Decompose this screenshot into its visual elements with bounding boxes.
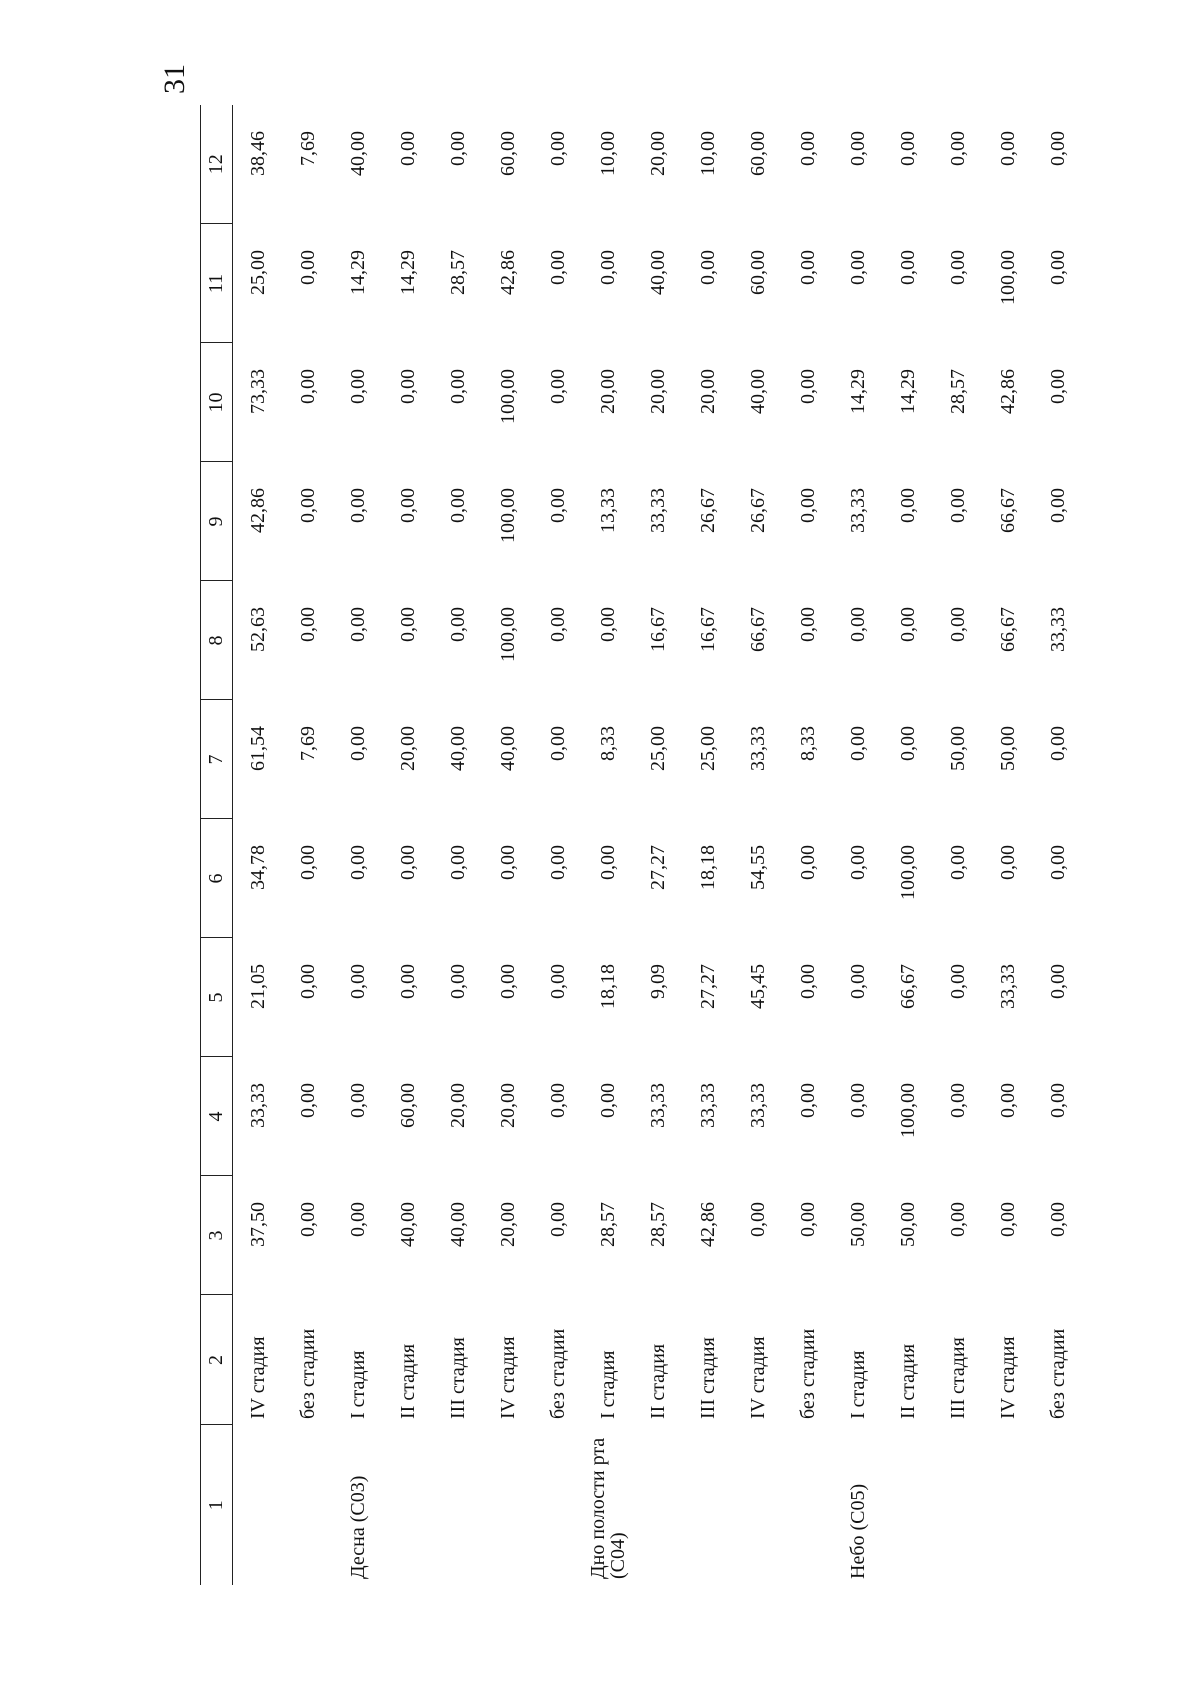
value-cell: 26,67 bbox=[696, 488, 719, 533]
value-cell: 60,00 bbox=[746, 131, 769, 176]
value-cell: 66,67 bbox=[746, 607, 769, 652]
organ-cell bbox=[783, 1425, 833, 1585]
value-cell: 0,00 bbox=[546, 964, 569, 999]
stage-cell: I стадия bbox=[596, 1350, 619, 1419]
column-header-9: 9 bbox=[201, 462, 233, 581]
value-cell: 0,00 bbox=[546, 1202, 569, 1237]
value-cell: 0,00 bbox=[996, 1202, 1019, 1237]
value-cell: 0,00 bbox=[796, 488, 819, 523]
value-cell: 0,00 bbox=[546, 1083, 569, 1118]
value-cell: 0,00 bbox=[846, 250, 869, 285]
value-cell: 9,09 bbox=[646, 964, 669, 999]
value-cell: 0,00 bbox=[346, 1083, 369, 1118]
value-cell: 52,63 bbox=[246, 607, 269, 652]
stage-cell: I стадия bbox=[346, 1350, 369, 1419]
value-cell: 100,00 bbox=[496, 369, 519, 424]
value-cell: 0,00 bbox=[946, 1083, 969, 1118]
value-cell: 0,00 bbox=[746, 1202, 769, 1237]
value-cell: 0,00 bbox=[796, 964, 819, 999]
organ-cell bbox=[933, 1425, 983, 1585]
value-cell: 18,18 bbox=[596, 964, 619, 1009]
value-cell: 33,33 bbox=[646, 488, 669, 533]
data-table bbox=[200, 105, 1083, 1585]
value-cell: 0,00 bbox=[296, 845, 319, 880]
value-cell: 0,00 bbox=[896, 607, 919, 642]
value-cell: 0,00 bbox=[446, 488, 469, 523]
organ-cell bbox=[983, 1425, 1033, 1585]
value-cell: 0,00 bbox=[446, 369, 469, 404]
value-cell: 50,00 bbox=[846, 1202, 869, 1247]
organ-cell: Десна (С03) bbox=[347, 1475, 369, 1579]
value-cell: 40,00 bbox=[746, 369, 769, 414]
value-cell: 33,33 bbox=[696, 1083, 719, 1128]
page-number: 31 bbox=[158, 64, 191, 94]
value-cell: 60,00 bbox=[746, 250, 769, 295]
organ-cell bbox=[883, 1425, 933, 1585]
value-cell: 28,57 bbox=[596, 1202, 619, 1247]
column-header-12: 12 bbox=[201, 105, 233, 224]
value-cell: 42,86 bbox=[696, 1202, 719, 1247]
table-row bbox=[283, 105, 333, 1585]
value-cell: 38,46 bbox=[246, 131, 269, 176]
column-header-4: 4 bbox=[201, 1057, 233, 1176]
stage-cell: III стадия bbox=[696, 1337, 719, 1419]
value-cell: 0,00 bbox=[346, 369, 369, 404]
value-cell: 0,00 bbox=[1046, 369, 1069, 404]
table-row bbox=[483, 105, 533, 1585]
value-cell: 40,00 bbox=[346, 131, 369, 176]
stage-cell: без стадии bbox=[1046, 1328, 1069, 1419]
value-cell: 100,00 bbox=[896, 845, 919, 900]
value-cell: 0,00 bbox=[1046, 1083, 1069, 1118]
organ-cell bbox=[483, 1425, 533, 1585]
column-header-11: 11 bbox=[201, 224, 233, 343]
table-row bbox=[333, 105, 383, 1585]
value-cell: 0,00 bbox=[396, 607, 419, 642]
value-cell: 33,33 bbox=[746, 1083, 769, 1128]
value-cell: 0,00 bbox=[346, 964, 369, 999]
value-cell: 27,27 bbox=[696, 964, 719, 1009]
stage-cell: II стадия bbox=[396, 1343, 419, 1419]
value-cell: 0,00 bbox=[296, 1202, 319, 1237]
value-cell: 0,00 bbox=[396, 369, 419, 404]
value-cell: 0,00 bbox=[446, 845, 469, 880]
value-cell: 66,67 bbox=[896, 964, 919, 1009]
value-cell: 0,00 bbox=[496, 845, 519, 880]
value-cell: 0,00 bbox=[946, 607, 969, 642]
value-cell: 25,00 bbox=[696, 726, 719, 771]
organ-cell bbox=[733, 1425, 783, 1585]
value-cell: 26,67 bbox=[746, 488, 769, 533]
rotated-table-container bbox=[200, 105, 1069, 1585]
value-cell: 0,00 bbox=[496, 964, 519, 999]
value-cell: 0,00 bbox=[1046, 964, 1069, 999]
value-cell: 10,00 bbox=[596, 131, 619, 176]
column-header-10: 10 bbox=[201, 343, 233, 462]
value-cell: 20,00 bbox=[646, 369, 669, 414]
table-row bbox=[633, 105, 683, 1585]
value-cell: 0,00 bbox=[446, 607, 469, 642]
value-cell: 50,00 bbox=[996, 726, 1019, 771]
value-cell: 0,00 bbox=[446, 131, 469, 166]
value-cell: 0,00 bbox=[346, 845, 369, 880]
value-cell: 60,00 bbox=[396, 1083, 419, 1128]
value-cell: 0,00 bbox=[946, 488, 969, 523]
table-row bbox=[683, 105, 733, 1585]
value-cell: 0,00 bbox=[296, 488, 319, 523]
value-cell: 0,00 bbox=[946, 131, 969, 166]
value-cell: 0,00 bbox=[1046, 131, 1069, 166]
table-row bbox=[383, 105, 433, 1585]
value-cell: 0,00 bbox=[546, 250, 569, 285]
value-cell: 40,00 bbox=[496, 726, 519, 771]
value-cell: 0,00 bbox=[946, 250, 969, 285]
table-row bbox=[533, 105, 583, 1585]
value-cell: 8,33 bbox=[796, 726, 819, 761]
value-cell: 0,00 bbox=[946, 845, 969, 880]
value-cell: 0,00 bbox=[996, 131, 1019, 166]
organ-cell bbox=[383, 1425, 433, 1585]
stage-cell: III стадия bbox=[446, 1337, 469, 1419]
value-cell: 0,00 bbox=[796, 369, 819, 404]
value-cell: 28,57 bbox=[446, 250, 469, 295]
value-cell: 18,18 bbox=[696, 845, 719, 890]
organ-cell bbox=[283, 1425, 333, 1585]
value-cell: 7,69 bbox=[296, 131, 319, 166]
value-cell: 0,00 bbox=[946, 964, 969, 999]
table-row bbox=[233, 105, 284, 1585]
value-cell: 40,00 bbox=[446, 726, 469, 771]
value-cell: 20,00 bbox=[596, 369, 619, 414]
value-cell: 0,00 bbox=[896, 131, 919, 166]
organ-cell: Небо (С05) bbox=[847, 1483, 869, 1579]
table-row bbox=[883, 105, 933, 1585]
value-cell: 7,69 bbox=[296, 726, 319, 761]
column-header-7: 7 bbox=[201, 700, 233, 819]
value-cell: 0,00 bbox=[546, 369, 569, 404]
value-cell: 40,00 bbox=[646, 250, 669, 295]
organ-cell bbox=[433, 1425, 483, 1585]
value-cell: 0,00 bbox=[546, 488, 569, 523]
table-row bbox=[933, 105, 983, 1585]
value-cell: 0,00 bbox=[346, 726, 369, 761]
value-cell: 0,00 bbox=[846, 1083, 869, 1118]
value-cell: 0,00 bbox=[596, 250, 619, 285]
value-cell: 0,00 bbox=[596, 845, 619, 880]
value-cell: 37,50 bbox=[246, 1202, 269, 1247]
value-cell: 0,00 bbox=[946, 1202, 969, 1237]
value-cell: 0,00 bbox=[696, 250, 719, 285]
value-cell: 0,00 bbox=[346, 1202, 369, 1237]
value-cell: 0,00 bbox=[1046, 1202, 1069, 1237]
value-cell: 20,00 bbox=[396, 726, 419, 771]
column-header-8: 8 bbox=[201, 581, 233, 700]
value-cell: 0,00 bbox=[1046, 250, 1069, 285]
value-cell: 0,00 bbox=[996, 1083, 1019, 1118]
value-cell: 0,00 bbox=[346, 607, 369, 642]
value-cell: 0,00 bbox=[846, 131, 869, 166]
value-cell: 33,33 bbox=[246, 1083, 269, 1128]
table-row bbox=[833, 105, 883, 1585]
table-row bbox=[733, 105, 783, 1585]
value-cell: 0,00 bbox=[546, 131, 569, 166]
value-cell: 100,00 bbox=[996, 250, 1019, 305]
value-cell: 13,33 bbox=[596, 488, 619, 533]
value-cell: 14,29 bbox=[896, 369, 919, 414]
value-cell: 60,00 bbox=[496, 131, 519, 176]
value-cell: 0,00 bbox=[346, 488, 369, 523]
value-cell: 0,00 bbox=[546, 845, 569, 880]
value-cell: 73,33 bbox=[246, 369, 269, 414]
value-cell: 100,00 bbox=[496, 607, 519, 662]
value-cell: 0,00 bbox=[796, 845, 819, 880]
value-cell: 54,55 bbox=[746, 845, 769, 890]
value-cell: 40,00 bbox=[396, 1202, 419, 1247]
table-header-row bbox=[201, 105, 233, 1585]
value-cell: 0,00 bbox=[1046, 488, 1069, 523]
value-cell: 0,00 bbox=[296, 964, 319, 999]
value-cell: 42,86 bbox=[496, 250, 519, 295]
value-cell: 33,33 bbox=[846, 488, 869, 533]
value-cell: 14,29 bbox=[346, 250, 369, 295]
value-cell: 66,67 bbox=[996, 607, 1019, 652]
stage-cell: IV стадия bbox=[246, 1336, 269, 1419]
value-cell: 0,00 bbox=[296, 1083, 319, 1118]
value-cell: 33,33 bbox=[746, 726, 769, 771]
value-cell: 100,00 bbox=[496, 488, 519, 543]
value-cell: 20,00 bbox=[496, 1202, 519, 1247]
value-cell: 10,00 bbox=[696, 131, 719, 176]
value-cell: 0,00 bbox=[796, 607, 819, 642]
value-cell: 0,00 bbox=[1046, 726, 1069, 761]
value-cell: 0,00 bbox=[896, 488, 919, 523]
value-cell: 0,00 bbox=[596, 607, 619, 642]
stage-cell: без стадии bbox=[546, 1328, 569, 1419]
value-cell: 0,00 bbox=[846, 607, 869, 642]
value-cell: 0,00 bbox=[296, 250, 319, 285]
column-header-3: 3 bbox=[201, 1176, 233, 1295]
value-cell: 14,29 bbox=[846, 369, 869, 414]
value-cell: 20,00 bbox=[496, 1083, 519, 1128]
value-cell: 25,00 bbox=[646, 726, 669, 771]
column-header-5: 5 bbox=[201, 938, 233, 1057]
table-row bbox=[1033, 105, 1083, 1585]
value-cell: 42,86 bbox=[996, 369, 1019, 414]
table-body bbox=[233, 105, 1084, 1585]
value-cell: 42,86 bbox=[246, 488, 269, 533]
value-cell: 16,67 bbox=[696, 607, 719, 652]
value-cell: 0,00 bbox=[296, 369, 319, 404]
table-row bbox=[983, 105, 1033, 1585]
value-cell: 50,00 bbox=[946, 726, 969, 771]
value-cell: 0,00 bbox=[846, 726, 869, 761]
value-cell: 0,00 bbox=[896, 726, 919, 761]
value-cell: 0,00 bbox=[796, 1202, 819, 1237]
value-cell: 20,00 bbox=[446, 1083, 469, 1128]
value-cell: 0,00 bbox=[546, 726, 569, 761]
stage-cell: без стадии bbox=[296, 1328, 319, 1419]
value-cell: 33,33 bbox=[646, 1083, 669, 1128]
value-cell: 14,29 bbox=[396, 250, 419, 295]
organ-cell: Дно полости рта (С04) bbox=[587, 1437, 629, 1579]
column-header-1: 1 bbox=[201, 1425, 233, 1585]
value-cell: 61,54 bbox=[246, 726, 269, 771]
stage-cell: IV стадия bbox=[996, 1336, 1019, 1419]
stage-cell: II стадия bbox=[896, 1343, 919, 1419]
value-cell: 45,45 bbox=[746, 964, 769, 1009]
stage-cell: III стадия bbox=[946, 1337, 969, 1419]
value-cell: 33,33 bbox=[1046, 607, 1069, 652]
stage-cell: без стадии bbox=[796, 1328, 819, 1419]
value-cell: 0,00 bbox=[396, 964, 419, 999]
organ-cell bbox=[533, 1425, 583, 1585]
value-cell: 0,00 bbox=[396, 845, 419, 880]
value-cell: 28,57 bbox=[946, 369, 969, 414]
value-cell: 40,00 bbox=[446, 1202, 469, 1247]
value-cell: 28,57 bbox=[646, 1202, 669, 1247]
value-cell: 0,00 bbox=[796, 250, 819, 285]
organ-cell bbox=[683, 1425, 733, 1585]
value-cell: 0,00 bbox=[396, 131, 419, 166]
organ-cell bbox=[1033, 1425, 1083, 1585]
value-cell: 0,00 bbox=[596, 1083, 619, 1118]
table-row bbox=[433, 105, 483, 1585]
value-cell: 27,27 bbox=[646, 845, 669, 890]
value-cell: 66,67 bbox=[996, 488, 1019, 533]
column-header-2: 2 bbox=[201, 1295, 233, 1425]
value-cell: 0,00 bbox=[896, 250, 919, 285]
value-cell: 33,33 bbox=[996, 964, 1019, 1009]
value-cell: 0,00 bbox=[846, 845, 869, 880]
value-cell: 100,00 bbox=[896, 1083, 919, 1138]
value-cell: 0,00 bbox=[996, 845, 1019, 880]
value-cell: 20,00 bbox=[696, 369, 719, 414]
column-header-6: 6 bbox=[201, 819, 233, 938]
value-cell: 34,78 bbox=[246, 845, 269, 890]
stage-cell: IV стадия bbox=[746, 1336, 769, 1419]
value-cell: 0,00 bbox=[446, 964, 469, 999]
table-row bbox=[783, 105, 833, 1585]
value-cell: 0,00 bbox=[1046, 845, 1069, 880]
value-cell: 0,00 bbox=[796, 131, 819, 166]
organ-cell bbox=[233, 1425, 284, 1585]
stage-cell: II стадия bbox=[646, 1343, 669, 1419]
stage-cell: I стадия bbox=[846, 1350, 869, 1419]
value-cell: 0,00 bbox=[296, 607, 319, 642]
value-cell: 50,00 bbox=[896, 1202, 919, 1247]
value-cell: 16,67 bbox=[646, 607, 669, 652]
organ-cell bbox=[633, 1425, 683, 1585]
stage-cell: IV стадия bbox=[496, 1336, 519, 1419]
table-row bbox=[583, 105, 633, 1585]
value-cell: 21,05 bbox=[246, 964, 269, 1009]
value-cell: 8,33 bbox=[596, 726, 619, 761]
value-cell: 0,00 bbox=[396, 488, 419, 523]
value-cell: 0,00 bbox=[796, 1083, 819, 1118]
value-cell: 25,00 bbox=[246, 250, 269, 295]
value-cell: 0,00 bbox=[846, 964, 869, 999]
value-cell: 0,00 bbox=[546, 607, 569, 642]
value-cell: 20,00 bbox=[646, 131, 669, 176]
